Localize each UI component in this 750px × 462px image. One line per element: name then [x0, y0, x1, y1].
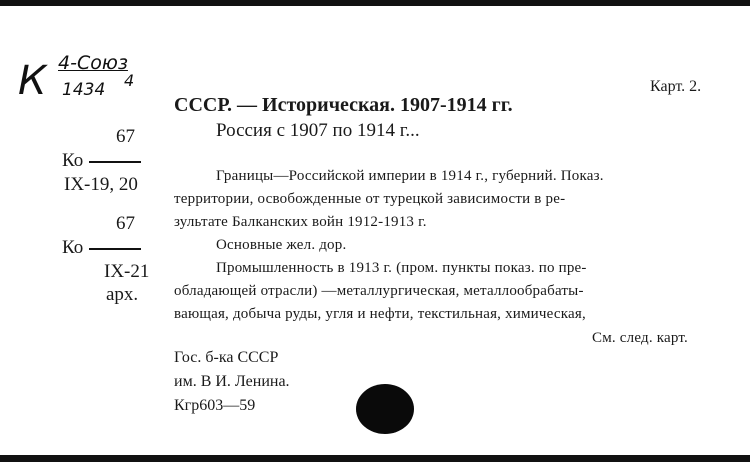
card-top-border	[0, 0, 750, 6]
shelf-rule-1	[89, 161, 141, 163]
shelf-prefix-2-text: Ко	[62, 237, 84, 258]
library-dedication: им. В И. Ленина.	[174, 373, 290, 390]
card-number: Карт. 2.	[650, 78, 702, 95]
description-line-7: вающая, добыча руды, угля и нефти, текстильная, химическая,	[174, 306, 586, 322]
shelf-prefix-2	[62, 237, 141, 259]
shelf-number-2: 67	[116, 213, 135, 234]
shelf-prefix-1	[62, 150, 141, 172]
shelf-rule-2	[89, 248, 141, 250]
handwritten-index: 4	[124, 71, 135, 90]
description-line-2: территории, освобожденные от турецкой зависимости в ре-	[174, 191, 566, 207]
shelf-code-2: IX-21	[104, 261, 150, 282]
shelf-number-1: 67	[116, 126, 135, 147]
shelf-prefix-1-text: Ко	[62, 150, 84, 171]
handwritten-letter: К	[18, 58, 47, 104]
handwritten-series: 4-Союз	[58, 52, 128, 74]
card-subtitle: Россия с 1907 по 1914 г...	[216, 120, 420, 141]
description-line-4: Основные жел. дор.	[216, 237, 347, 253]
description-line-1: Границы—Российской империи в 1914 г., губерний. Показ.	[216, 168, 604, 184]
description-line-3: зультате Балканских войн 1912-1913 г.	[174, 214, 427, 230]
library-code: Кгр603—59	[174, 397, 256, 414]
handwritten-number: 1434	[62, 80, 106, 100]
card-title: СССР. — Историческая. 1907-1914 гг.	[174, 94, 513, 116]
library-name: Гос. б-ка СССР	[174, 349, 279, 366]
description-line-5: Промышленность в 1913 г. (пром. пункты показ. по пре-	[216, 260, 587, 276]
description-line-6: обладающей отрасли) —металлургическая, металлообрабаты-	[174, 283, 584, 299]
card-bottom-border	[0, 455, 750, 462]
ink-stamp	[356, 384, 414, 434]
shelf-code-1: IX-19, 20	[64, 174, 138, 195]
shelf-code-2-suffix: арх.	[106, 284, 139, 305]
see-next-card: См. след. карт.	[592, 330, 688, 346]
